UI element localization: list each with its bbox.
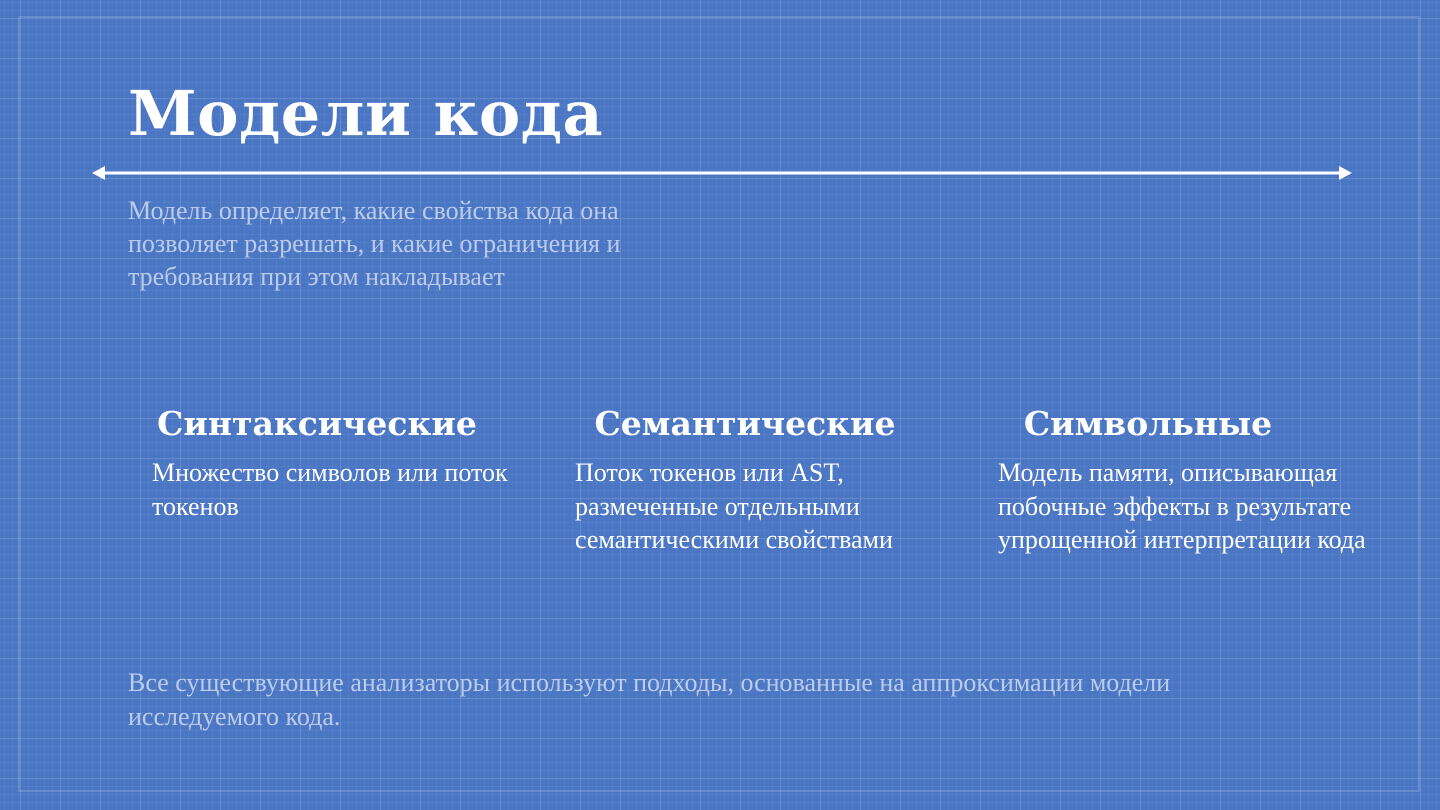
column-semantic xyxy=(575,400,960,557)
column-symbolic xyxy=(998,400,1383,557)
slide-title: Модели кода xyxy=(128,77,604,150)
column-description: Множество символов или поток токенов xyxy=(152,458,508,521)
slide-footer-note: Все существующие анализаторы используют подходы, основанные на аппроксимации модели исследуемого кода. xyxy=(128,668,1171,731)
column-syntactic xyxy=(152,400,512,523)
column-description: Модель памяти, описывающая побочные эффекты в результате упрощенной интерпретации кода xyxy=(998,458,1366,554)
column-description: Поток токенов или AST, размеченные отдельными семантическими свойствами xyxy=(575,458,893,554)
double-arrow-divider xyxy=(92,162,1352,184)
column-heading: Семантические xyxy=(594,404,896,443)
column-heading: Синтаксические xyxy=(157,404,477,443)
slide-subtitle: Модель определяет, какие свойства кода она позволяет разрешать, и какие ограничения и требования при этом накладывает xyxy=(128,196,621,291)
column-heading: Символьные xyxy=(1023,404,1273,443)
